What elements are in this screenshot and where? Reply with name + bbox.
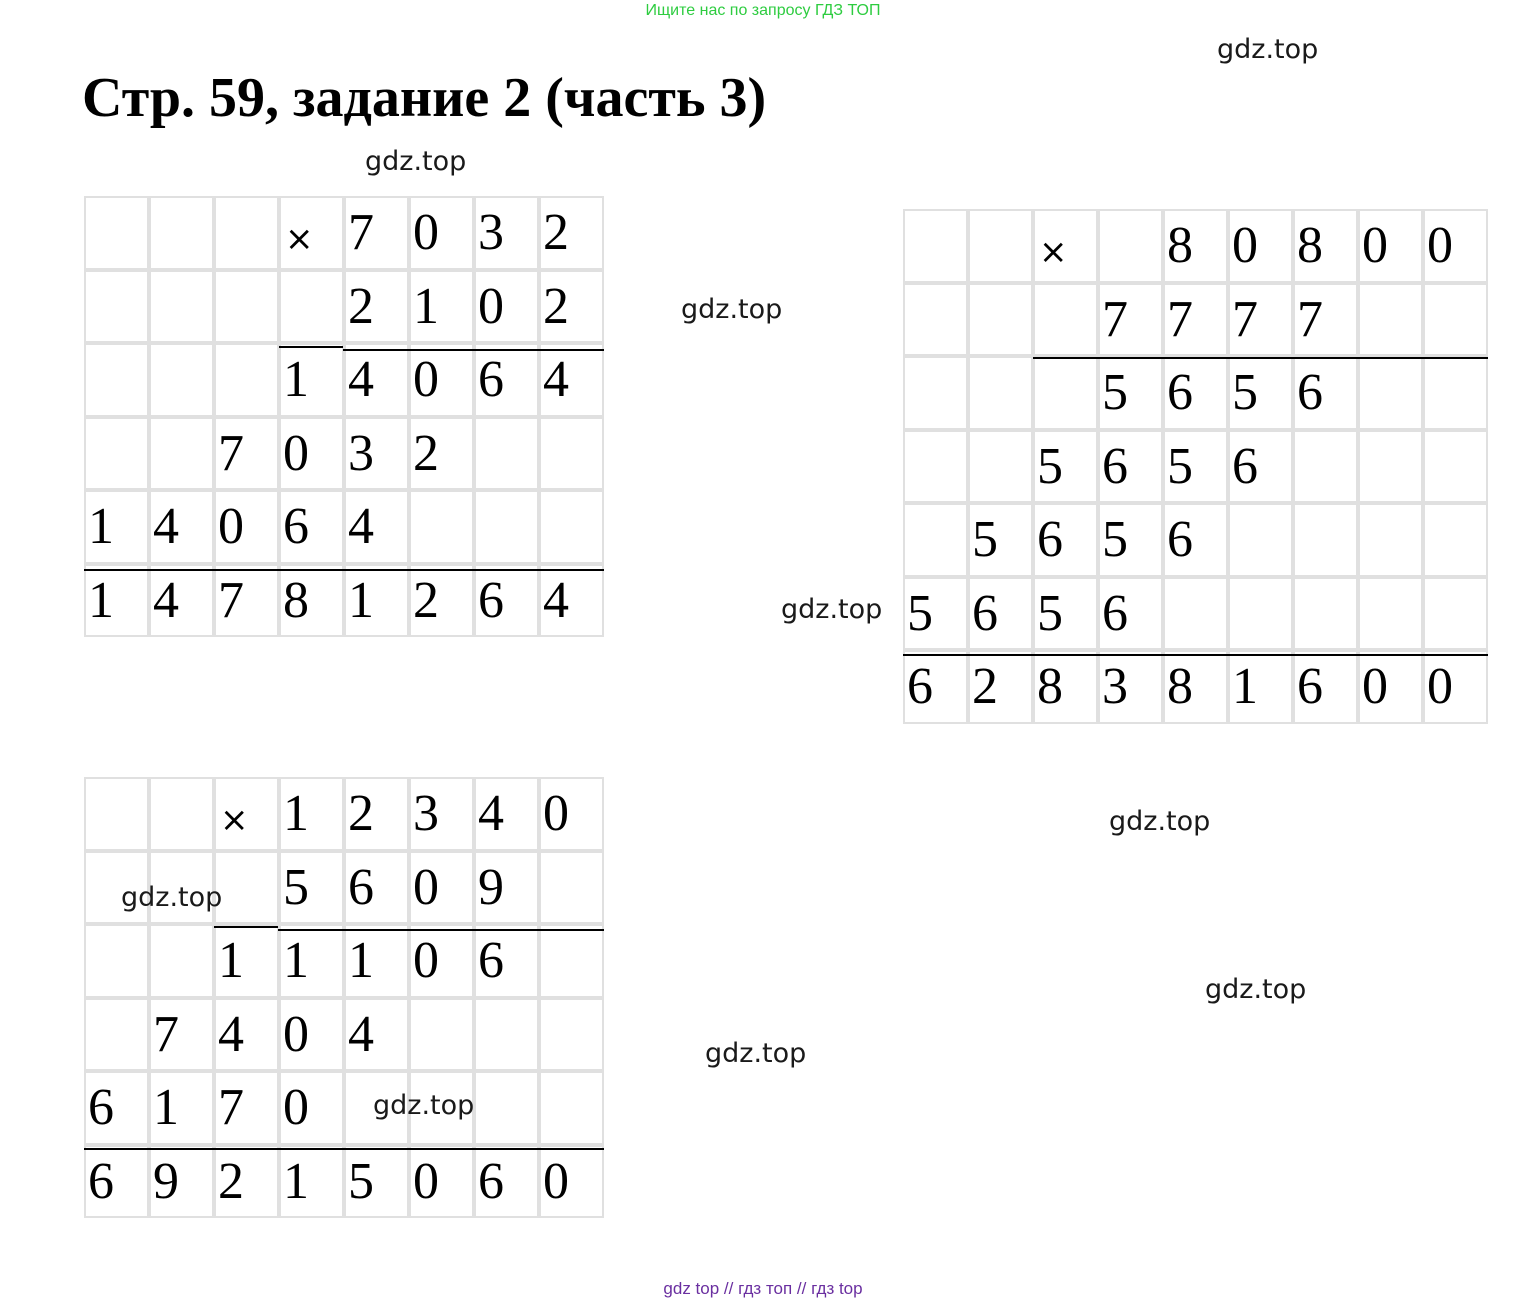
digit-cell: 4 (149, 490, 214, 564)
digit-cell (84, 998, 149, 1072)
digit-cell: 8 (1163, 650, 1228, 724)
digit-cell: 2 (344, 777, 409, 851)
digit-cell: 0 (409, 1145, 474, 1219)
digit-cell: 4 (149, 564, 214, 638)
multiply-sign: × (1033, 209, 1098, 283)
digit-cell: 4 (539, 564, 604, 638)
digit-cell (84, 417, 149, 491)
digit-cell: 1 (214, 924, 279, 998)
digit-cell (1358, 503, 1423, 577)
footer-links: gdz top // гдз топ // гдз top (663, 1279, 863, 1298)
sum-line-1 (84, 569, 604, 571)
digit-cell: 8 (1163, 209, 1228, 283)
digit-cell: 2 (344, 270, 409, 344)
digit-cell: 0 (474, 270, 539, 344)
digit-cell: 5 (1163, 430, 1228, 504)
multiplier-underline-1 (279, 346, 343, 348)
digit-cell: 7 (214, 564, 279, 638)
digit-cell: 6 (1098, 430, 1163, 504)
digit-cell (903, 283, 968, 357)
digit-cell: 1 (279, 924, 344, 998)
digit-cell: 0 (1358, 650, 1423, 724)
digit-cell: 2 (539, 196, 604, 270)
digit-cell: 6 (903, 650, 968, 724)
digit-cell: 6 (1033, 503, 1098, 577)
multiplier-underline-3 (214, 926, 278, 928)
digit-cell (84, 343, 149, 417)
digit-cell (1033, 283, 1098, 357)
digit-cell (214, 851, 279, 925)
digit-cell (1423, 577, 1488, 651)
digit-cell (1423, 356, 1488, 430)
watermark: gdz.top (121, 882, 223, 913)
digit-cell: 5 (1033, 577, 1098, 651)
partial-products-line-1 (343, 349, 604, 351)
watermark: gdz.top (373, 1090, 475, 1121)
digit-cell: 2 (968, 650, 1033, 724)
digit-cell (903, 503, 968, 577)
multiplication-problem-2 (903, 209, 1488, 724)
digit-cell: 2 (409, 564, 474, 638)
digit-cell (539, 851, 604, 925)
digit-cell: 0 (279, 998, 344, 1072)
digit-cell: 4 (344, 490, 409, 564)
digit-cell: 8 (1293, 209, 1358, 283)
digit-cell: 6 (474, 343, 539, 417)
digit-cell: 6 (1293, 650, 1358, 724)
digit-cell: 0 (1423, 650, 1488, 724)
watermark: gdz.top (1217, 34, 1319, 65)
digit-cell (214, 196, 279, 270)
digit-cell: 6 (1228, 430, 1293, 504)
digit-cell: 0 (539, 1145, 604, 1219)
digit-cell (1423, 283, 1488, 357)
digit-cell (214, 270, 279, 344)
digit-cell: 5 (1228, 356, 1293, 430)
digit-cell: 7 (1228, 283, 1293, 357)
digit-cell: 8 (1033, 650, 1098, 724)
digit-cell: 5 (1033, 430, 1098, 504)
digit-cell: 6 (344, 851, 409, 925)
digit-cell: 2 (214, 1145, 279, 1219)
digit-cell: 1 (409, 270, 474, 344)
digit-cell: 0 (1358, 209, 1423, 283)
digit-cell: 6 (968, 577, 1033, 651)
digit-cell (968, 283, 1033, 357)
digit-cell: 5 (279, 851, 344, 925)
digit-cell: 0 (214, 490, 279, 564)
digit-cell: 0 (1228, 209, 1293, 283)
digit-cell (474, 417, 539, 491)
digit-cell: 0 (279, 1071, 344, 1145)
digit-cell: 1 (149, 1071, 214, 1145)
digit-cell: 6 (279, 490, 344, 564)
digit-cell (149, 777, 214, 851)
digit-cell (1293, 503, 1358, 577)
sum-line-3 (84, 1148, 604, 1150)
multiplication-problem-3 (84, 777, 604, 1218)
digit-cell: 6 (84, 1145, 149, 1219)
digit-cell (539, 998, 604, 1072)
digit-cell: 5 (1098, 503, 1163, 577)
digit-cell: 2 (409, 417, 474, 491)
digit-cell (409, 490, 474, 564)
digit-cell: 6 (1163, 503, 1228, 577)
digit-cell: 5 (344, 1145, 409, 1219)
digit-cell (409, 998, 474, 1072)
digit-cell: 1 (344, 564, 409, 638)
digit-cell: 0 (539, 777, 604, 851)
digit-cell: 5 (903, 577, 968, 651)
watermark: gdz.top (781, 594, 883, 625)
digit-cell (474, 1071, 539, 1145)
digit-cell: 7 (149, 998, 214, 1072)
digit-cell (539, 1071, 604, 1145)
digit-cell: 7 (214, 417, 279, 491)
digit-cell (968, 430, 1033, 504)
page-title: Стр. 59, задание 2 (часть 3) (82, 67, 767, 129)
digit-cell: 9 (474, 851, 539, 925)
digit-cell: 6 (474, 564, 539, 638)
digit-cell (149, 417, 214, 491)
digit-cell (903, 430, 968, 504)
digit-cell (1293, 430, 1358, 504)
partial-products-line-2 (1033, 357, 1488, 359)
digit-cell (149, 924, 214, 998)
digit-cell: 6 (1098, 577, 1163, 651)
digit-cell (1033, 356, 1098, 430)
digit-cell (214, 343, 279, 417)
multiply-sign: × (214, 777, 279, 851)
digit-cell: 1 (84, 564, 149, 638)
digit-cell (1228, 503, 1293, 577)
watermark: gdz.top (681, 294, 783, 325)
digit-cell: 4 (539, 343, 604, 417)
digit-cell: 0 (409, 196, 474, 270)
digit-cell: 5 (968, 503, 1033, 577)
digit-cell: 1 (279, 343, 344, 417)
digit-cell: 1 (279, 777, 344, 851)
digit-cell (539, 417, 604, 491)
digit-cell: 0 (409, 343, 474, 417)
digit-cell: 3 (474, 196, 539, 270)
digit-cell (1358, 577, 1423, 651)
digit-cell (1163, 577, 1228, 651)
digit-cell (1423, 430, 1488, 504)
digit-cell: 9 (149, 1145, 214, 1219)
digit-cell (1228, 577, 1293, 651)
digit-cell: 0 (409, 924, 474, 998)
sum-line-2 (903, 654, 1488, 656)
digit-cell: 4 (344, 343, 409, 417)
digit-cell: 3 (1098, 650, 1163, 724)
digit-cell (539, 490, 604, 564)
digit-cell: 1 (84, 490, 149, 564)
digit-cell: 6 (474, 1145, 539, 1219)
digit-cell: 4 (214, 998, 279, 1072)
digit-cell (1358, 283, 1423, 357)
digit-cell: 5 (1098, 356, 1163, 430)
digit-cell (149, 196, 214, 270)
digit-cell: 3 (344, 417, 409, 491)
watermark: gdz.top (365, 146, 467, 177)
digit-cell (1358, 356, 1423, 430)
digit-cell: 1 (279, 1145, 344, 1219)
digit-cell (474, 998, 539, 1072)
digit-cell (84, 270, 149, 344)
digit-cell: 0 (1423, 209, 1488, 283)
digit-cell (1098, 209, 1163, 283)
digit-cell: 2 (539, 270, 604, 344)
digit-cell: 7 (214, 1071, 279, 1145)
digit-cell: 0 (409, 851, 474, 925)
digit-cell: 6 (1163, 356, 1228, 430)
digit-cell: 1 (1228, 650, 1293, 724)
digit-cell (84, 196, 149, 270)
digit-cell: 7 (1293, 283, 1358, 357)
digit-cell: 6 (1293, 356, 1358, 430)
digit-cell: 8 (279, 564, 344, 638)
digit-cell: 7 (344, 196, 409, 270)
digit-cell: 3 (409, 777, 474, 851)
digit-cell: 6 (84, 1071, 149, 1145)
digit-cell (474, 490, 539, 564)
digit-cell: 6 (474, 924, 539, 998)
watermark: gdz.top (1205, 974, 1307, 1005)
digit-cell (968, 356, 1033, 430)
digit-cell: 4 (474, 777, 539, 851)
digit-cell: 7 (1098, 283, 1163, 357)
digit-cell (903, 356, 968, 430)
digit-cell (1423, 503, 1488, 577)
digit-cell (149, 343, 214, 417)
digit-cell (903, 209, 968, 283)
digit-cell (1293, 577, 1358, 651)
digit-cell: 7 (1163, 283, 1228, 357)
digit-cell: 4 (344, 998, 409, 1072)
watermark: gdz.top (1109, 806, 1211, 837)
digit-cell (968, 209, 1033, 283)
search-hint-banner: Ищите нас по запросу ГДЗ ТОП (645, 2, 881, 19)
digit-cell (84, 777, 149, 851)
digit-cell: 1 (344, 924, 409, 998)
digit-cell (539, 924, 604, 998)
digit-cell (84, 924, 149, 998)
partial-products-line-3 (278, 929, 604, 931)
multiply-sign: × (279, 196, 344, 270)
digit-cell (1358, 430, 1423, 504)
digit-cell (279, 270, 344, 344)
digit-cell: 0 (279, 417, 344, 491)
digit-cell (149, 270, 214, 344)
watermark: gdz.top (705, 1038, 807, 1069)
